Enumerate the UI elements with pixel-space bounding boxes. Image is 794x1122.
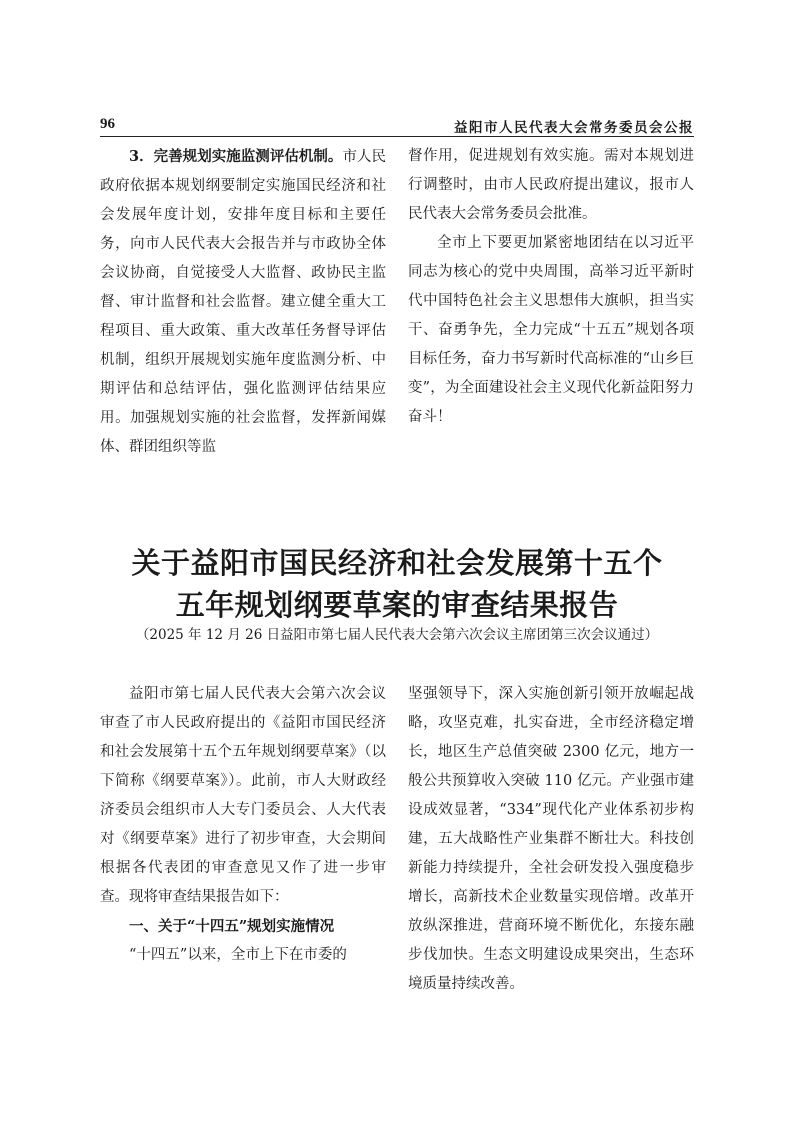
journal-title: 益阳市人民代表大会常务委员会公报 — [454, 120, 694, 136]
article-subtitle: （2025 年 12 月 26 日益阳市第七届人民代表大会第六次会议主席团第三次会议通过） — [135, 627, 659, 643]
continuation-paragraph: 督作用，促进规划有效实施。需对本规划进行调整时，由市人民政府提出建议，报市人民代表大会常务委员会批准。 — [408, 148, 694, 222]
article-right-column — [408, 680, 694, 999]
article-title-line-1: 关于益阳市国民经济和社会发展第十五个 — [131, 546, 663, 580]
page-header — [100, 116, 694, 134]
closing-paragraph: 全市上下要更加紧密地团结在以习近平同志为核心的党中央周围，高举习近平新时代中国特色社会主义思想伟大旗帜，担当实干、奋勇争先，全力完成“十五五”规划各项目标任务，奋力书写新时代高标准的“山乡巨变”，为全面建设社会主义现代化新益阳努力奋斗！ — [408, 235, 694, 425]
intro-paragraph: 益阳市第七届人民代表大会第六次会议审查了市人民政府提出的《益阳市国民经济和社会发展第十五个五年规划纲要草案》（以下简称《纲要草案》）。此前，市人大财政经济委员会组织市人大专门委员会、人大代表对《纲要草案》进行了初步审查，大会期间根据各代表团的审查意见又作了进一步审查。现将审查结果报告如下： — [100, 686, 386, 905]
page-number: 96 — [100, 116, 115, 132]
section-body: 市人民政府依据本规划纲要制定实施国民经济和社会发展年度计划，安排年度目标和主要任务，向市人民代表大会报告并与市政协全体会议协商，自觉接受人大监督、政协民主监督、审计监督和社会监督。建立健全重大工程项目、重大政策、重大改革任务督导评估机制，组织开展规划实施年度监测分析、中期评估和总结评估，强化监测评估结果应用。加强规划实施的社会监督，发挥新闻媒体、群团组织等监 — [100, 149, 387, 455]
article-title-line-2: 五年规划纲要草案的审查结果报告 — [175, 588, 619, 622]
header-rule — [100, 136, 694, 137]
section-title: 3．完善规划实施监测评估机制。 — [129, 148, 343, 165]
section-paragraph-start: “十四五”以来，全市上下在市委的 — [129, 947, 347, 963]
article-left-column — [100, 680, 386, 970]
section-paragraph-continuation: 坚强领导下，深入实施创新引领开放崛起战略，攻坚克难，扎实奋进，全市经济稳定增长，地区生产总值突破 2300 亿元，地方一般公共预算收入突破 110 亿元。产业强市建设成效显著，“334”现代化产业体系初步构建，五大战略性产业集群不断壮大。科技创新能力持续提升，全社会研发投入强度稳步增长，高新技术企业数量实现倍增。改革开放纵深推进，营商环境不断优化，东接东融步伐加快。生态文明建设成果突出，生态环境质量持续改善。 — [408, 686, 694, 992]
prev-article-right-column — [408, 142, 694, 432]
prev-article-left-column — [100, 142, 386, 462]
section-heading: 一、关于“十四五”规划实施情况 — [129, 918, 335, 935]
prev-article-paragraph — [100, 142, 386, 462]
